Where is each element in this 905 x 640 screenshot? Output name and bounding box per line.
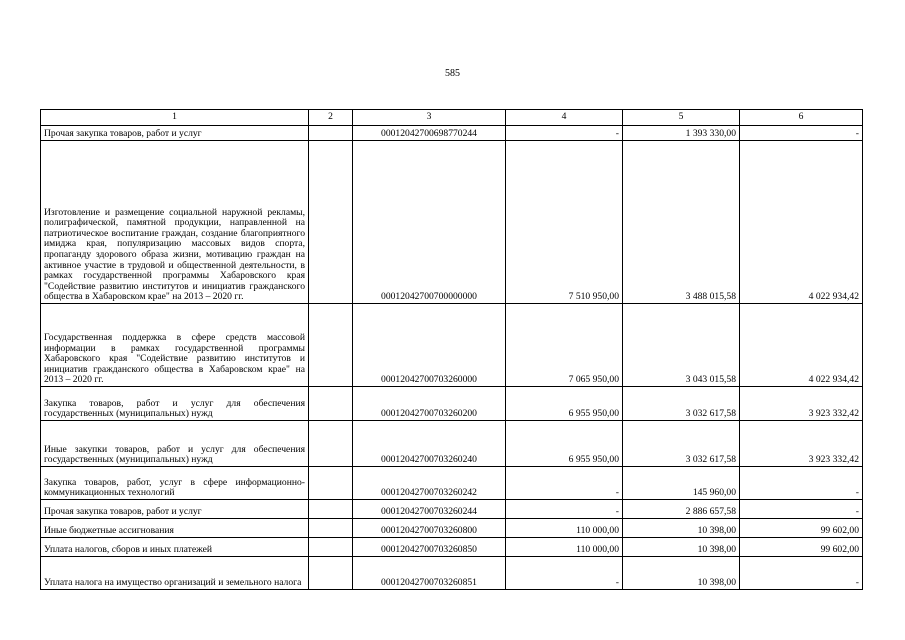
row-name: Уплата налога на имущество организаций и земельного налога	[41, 557, 309, 590]
row-name: Закупка товаров, работ и услуг для обеспечения государственных (муниципальных) нужд	[41, 387, 309, 421]
row-name: Прочая закупка товаров, работ и услуг	[41, 500, 309, 519]
row-col5: 3 488 015,58	[623, 141, 740, 304]
row-col5: 3 032 617,58	[623, 387, 740, 421]
column-header: 2	[309, 110, 353, 126]
row-col4: 110 000,00	[506, 519, 623, 538]
header-row	[41, 110, 863, 126]
row-name: Закупка товаров, работ, услуг в сфере информационно-коммуникационных технологий	[41, 467, 309, 500]
row-col6: -	[740, 467, 863, 500]
row-name: Изготовление и размещение социальной наружной рекламы, полиграфической, памятной продукции, направленной на патриотическое воспитание граждан, создание благоприятного имиджа края, популяризацию массовых видов спорта, пропаганду здорового образа жизни, мотивацию граждан на активное участие в трудовой и общественной деятельности, в рамках государственной программы Хабаровского края "Содействие развитию институтов и инициатив гражданского общества в Хабаровском крае" на 2013 – 2020 гг.	[41, 141, 309, 304]
row-col5: 2 886 657,58	[623, 500, 740, 519]
row-code: 00012042700703260240	[353, 421, 506, 467]
row-name: Прочая закупка товаров, работ и услуг	[41, 126, 309, 141]
row-col5: 10 398,00	[623, 538, 740, 557]
column-header: 1	[41, 110, 309, 126]
row-code: 00012042700703260200	[353, 387, 506, 421]
row-name: Иные закупки товаров, работ и услуг для обеспечения государственных (муниципальных) нужд	[41, 421, 309, 467]
row-name: Иные бюджетные ассигнования	[41, 519, 309, 538]
row-col6: 3 923 332,42	[740, 387, 863, 421]
table-row	[41, 557, 863, 590]
row-code: 00012042700703260800	[353, 519, 506, 538]
row-col2	[309, 387, 353, 421]
table-row	[41, 304, 863, 387]
page-number: 585	[445, 68, 460, 79]
row-code: 00012042700700000000	[353, 141, 506, 304]
budget-table	[40, 109, 863, 590]
table-row	[41, 141, 863, 304]
row-col6: 4 022 934,42	[740, 304, 863, 387]
row-col5: 1 393 330,00	[623, 126, 740, 141]
row-col4: -	[506, 126, 623, 141]
row-col5: 10 398,00	[623, 519, 740, 538]
table-row	[41, 126, 863, 141]
row-col4: 6 955 950,00	[506, 421, 623, 467]
column-header: 5	[623, 110, 740, 126]
column-header: 3	[353, 110, 506, 126]
row-code: 00012042700703260850	[353, 538, 506, 557]
row-col6: 4 022 934,42	[740, 141, 863, 304]
table-row	[41, 387, 863, 421]
row-col5: 3 032 617,58	[623, 421, 740, 467]
row-col6: -	[740, 500, 863, 519]
row-code: 00012042700703260851	[353, 557, 506, 590]
row-col4: -	[506, 500, 623, 519]
row-col6: -	[740, 126, 863, 141]
row-col4: 110 000,00	[506, 538, 623, 557]
row-col6: 99 602,00	[740, 519, 863, 538]
row-col2	[309, 538, 353, 557]
row-code: 00012042700698770244	[353, 126, 506, 141]
row-col2	[309, 126, 353, 141]
row-col6: -	[740, 557, 863, 590]
row-col2	[309, 557, 353, 590]
row-col6: 99 602,00	[740, 538, 863, 557]
column-header: 6	[740, 110, 863, 126]
row-col2	[309, 304, 353, 387]
row-name: Государственная поддержка в сфере средств массовой информации в рамках государственной программы Хабаровского края "Содействие развитию институтов и инициатив гражданского общества в Хабаровском крае" на 2013 – 2020 гг.	[41, 304, 309, 387]
row-name: Уплата налогов, сборов и иных платежей	[41, 538, 309, 557]
row-col4: 7 510 950,00	[506, 141, 623, 304]
row-col5: 10 398,00	[623, 557, 740, 590]
row-col5: 145 960,00	[623, 467, 740, 500]
table-row	[41, 538, 863, 557]
row-code: 00012042700703260242	[353, 467, 506, 500]
row-col4: 6 955 950,00	[506, 387, 623, 421]
table-row	[41, 421, 863, 467]
row-code: 00012042700703260244	[353, 500, 506, 519]
column-header: 4	[506, 110, 623, 126]
row-col2	[309, 500, 353, 519]
row-col4: 7 065 950,00	[506, 304, 623, 387]
row-col6: 3 923 332,42	[740, 421, 863, 467]
table-row	[41, 467, 863, 500]
row-col2	[309, 421, 353, 467]
row-col2	[309, 141, 353, 304]
row-col2	[309, 467, 353, 500]
table-row	[41, 500, 863, 519]
row-code: 00012042700703260000	[353, 304, 506, 387]
table-row	[41, 519, 863, 538]
row-col4: -	[506, 467, 623, 500]
row-col2	[309, 519, 353, 538]
row-col4: -	[506, 557, 623, 590]
row-col5: 3 043 015,58	[623, 304, 740, 387]
